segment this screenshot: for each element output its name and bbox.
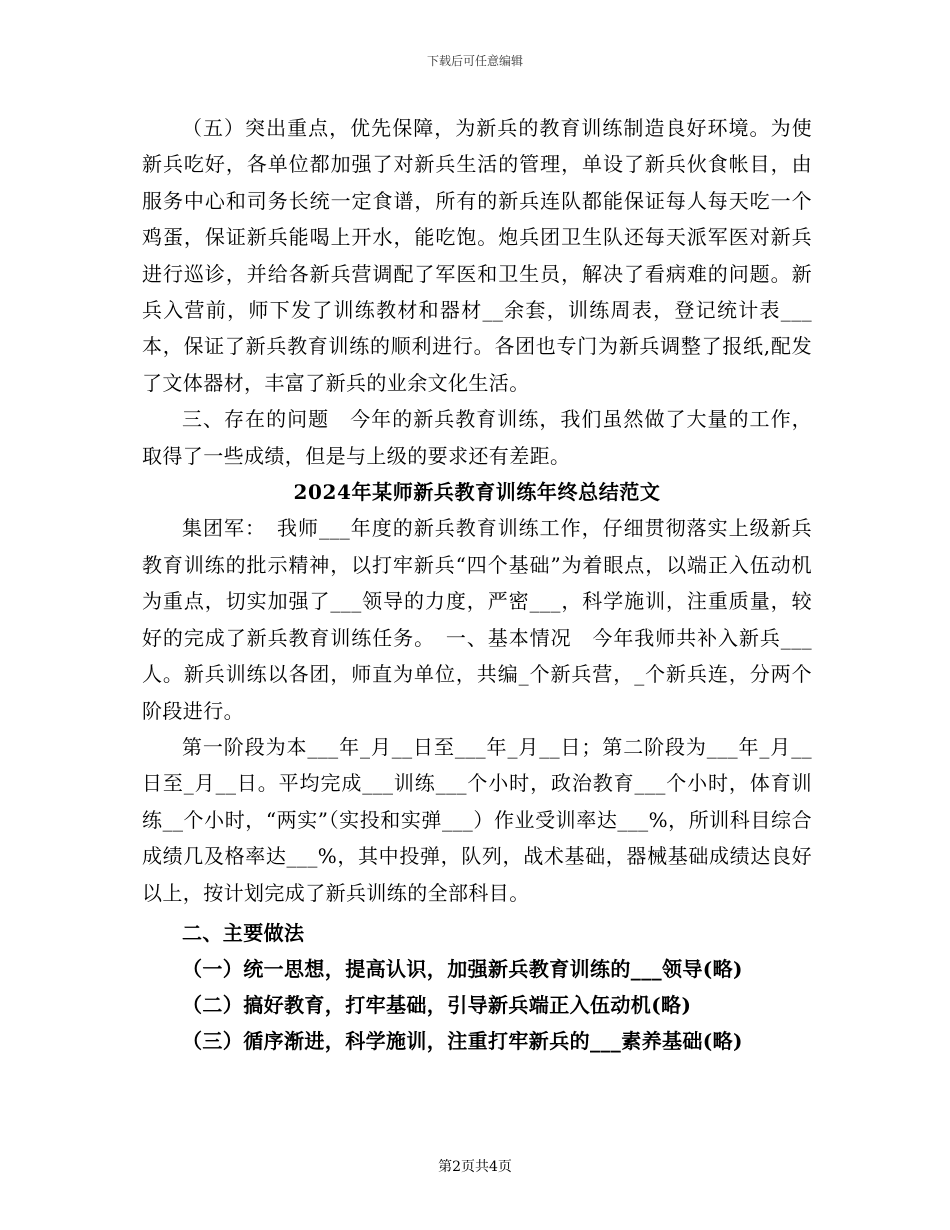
document-body (142, 110, 812, 1059)
subheading-practice-2: （二）搞好教育，打牢基础，引导新兵端正入伍动机(略) (182, 992, 692, 1017)
paragraph-training-stages: 第一阶段为本___年_月__日至___年_月__日；第二阶段为___年_月__日至_月__日。平均完成___训练___个小时，政治教育___个小时，体育训练__个小时，“两实”（实投和实弹___）作业受训率达___%，所训科目综合成绩几及格率达___%，其中投弹，队列，战术基础，器械基础成绩达良好以上，按计划完成了新兵训练的全部科目。 (142, 734, 812, 905)
page-number: 第2页共4页 (438, 1159, 512, 1175)
page-header-note: 下载后可任意编辑 (426, 54, 523, 68)
subheading-practice-1: （一）统一思想，提高认识，加强新兵教育训练的___领导(略) (182, 956, 743, 981)
document-title: 2024年某师新兵教育训练年终总结范文 (293, 480, 661, 505)
heading-main-practices: 二、主要做法 (182, 920, 305, 945)
paragraph-existing-problems: 三、存在的问题 今年的新兵教育训练，我们虽然做了大量的工作，取得了一些成绩，但是与上级的要求还有差距。 (142, 407, 812, 468)
paragraph-intro-basic-situation: 集团军： 我师___年度的新兵教育训练工作，仔细贯彻落实上级新兵教育训练的批示精神，以打牢新兵“四个基础”为着眼点，以端正入伍动机为重点，切实加强了___领导的力度，严密___，科学施训，注重质量，较好的完成了新兵教育训练任务。 一、基本情况 今年我师共补入新兵___人。新兵训练以各团，师直为单位，共编_个新兵营，_个新兵连，分两个阶段进行。 (142, 516, 812, 723)
subheading-practice-3: （三）循序渐进，科学施训，注重打牢新兵的___素养基础(略) (182, 1028, 743, 1053)
paragraph-support-measures: （五）突出重点，优先保障，为新兵的教育训练制造良好环境。为使新兵吃好，各单位都加强了对新兵生活的管理，单设了新兵伙食帐目，由服务中心和司务长统一定食谱，所有的新兵连队都能保证每人每天吃一个鸡蛋，保证新兵能喝上开水，能吃饱。炮兵团卫生队还每天派军医对新兵进行巡诊，并给各新兵营调配了军医和卫生员，解决了看病难的问题。新兵入营前，师下发了训练教材和器材__余套，训练周表，登记统计表___本，保证了新兵教育训练的顺利进行。各团也专门为新兵调整了报纸,配发了文体器材，丰富了新兵的业余文化生活。 (142, 116, 812, 395)
